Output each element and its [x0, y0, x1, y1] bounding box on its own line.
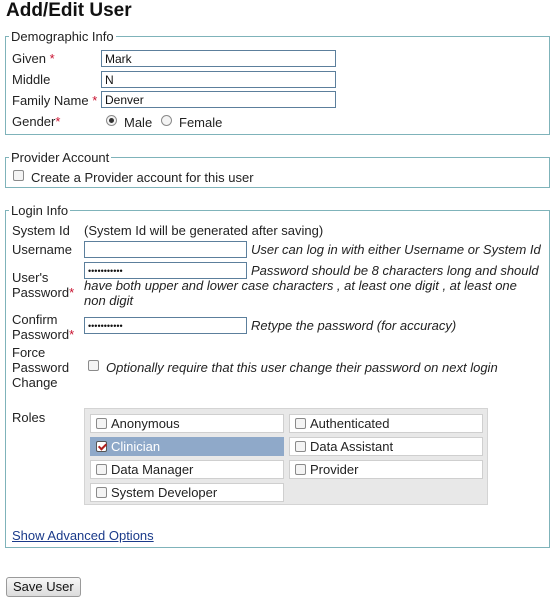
- page-title: Add/Edit User: [6, 0, 132, 21]
- save-user-button[interactable]: Save User: [6, 577, 81, 597]
- username-input[interactable]: [84, 241, 247, 258]
- username-label: Username: [12, 242, 72, 257]
- role-data-assistant-checkbox[interactable]: [295, 441, 306, 452]
- roles-list: [84, 408, 488, 505]
- username-hint: User can log in with either Username or System Id: [251, 242, 541, 257]
- required-mark: *: [92, 93, 98, 108]
- required-mark: *: [69, 327, 75, 342]
- role-authenticated-checkbox[interactable]: [295, 418, 306, 429]
- given-input[interactable]: [101, 50, 336, 67]
- required-mark: *: [55, 114, 61, 129]
- role-clinician-checkbox[interactable]: [96, 441, 107, 452]
- show-advanced-options-link[interactable]: Show Advanced Options: [12, 528, 154, 543]
- role-provider[interactable]: [289, 460, 483, 479]
- role-anonymous-checkbox[interactable]: [96, 418, 107, 429]
- gender-female-label[interactable]: Female: [179, 115, 223, 130]
- role-data-assistant[interactable]: [289, 437, 483, 456]
- role-system-developer-label: System Developer: [111, 485, 218, 500]
- required-mark: *: [69, 285, 75, 300]
- given-label: Given *: [12, 51, 55, 66]
- force-password-change-hint: Optionally require that this user change their password on next login: [106, 360, 498, 375]
- middle-input[interactable]: [101, 71, 336, 88]
- required-mark: *: [49, 51, 55, 66]
- create-provider-checkbox[interactable]: [13, 170, 24, 181]
- password-label: User's Password*: [12, 270, 75, 300]
- create-provider-label[interactable]: Create a Provider account for this user: [31, 170, 254, 185]
- login-legend: Login Info: [11, 203, 69, 218]
- role-provider-label: Provider: [310, 462, 359, 477]
- role-clinician-label: Clinician: [111, 439, 161, 454]
- role-system-developer-checkbox[interactable]: [96, 487, 107, 498]
- role-data-manager-checkbox[interactable]: [96, 464, 107, 475]
- system-id-label: System Id: [12, 223, 70, 238]
- family-name-label: Family Name *: [12, 93, 98, 108]
- system-id-value: (System Id will be generated after saving): [84, 223, 324, 238]
- demographic-legend: Demographic Info: [11, 29, 114, 44]
- gender-label: Gender*: [12, 114, 61, 129]
- role-provider-checkbox[interactable]: [295, 464, 306, 475]
- force-password-change-checkbox[interactable]: [88, 360, 99, 371]
- confirm-password-input[interactable]: [84, 317, 247, 334]
- gender-male-label[interactable]: Male: [124, 115, 153, 130]
- gender-male-radio[interactable]: [106, 115, 117, 126]
- role-authenticated[interactable]: [289, 414, 483, 433]
- role-data-manager-label: Data Manager: [111, 462, 194, 477]
- role-authenticated-label: Authenticated: [310, 416, 390, 431]
- middle-label: Middle: [12, 72, 51, 87]
- role-anonymous[interactable]: [90, 414, 284, 433]
- family-name-input[interactable]: [101, 91, 336, 108]
- role-data-manager[interactable]: [90, 460, 284, 479]
- role-anonymous-label: Anonymous: [111, 416, 180, 431]
- confirm-password-hint: Retype the password (for accuracy): [251, 318, 457, 333]
- password-hint: Password should be 8 characters long and should have both upper and lower case characters , at least one digit , at least one non digit: [84, 263, 539, 308]
- confirm-password-label: Confirm Password*: [12, 312, 75, 342]
- role-data-assistant-label: Data Assistant: [310, 439, 394, 454]
- force-password-change-label: Force Password Change: [12, 345, 70, 390]
- role-system-developer[interactable]: [90, 483, 284, 502]
- roles-label: Roles: [12, 410, 46, 425]
- role-clinician[interactable]: [90, 437, 284, 456]
- provider-legend: Provider Account: [11, 150, 110, 165]
- gender-female-radio[interactable]: [161, 115, 172, 126]
